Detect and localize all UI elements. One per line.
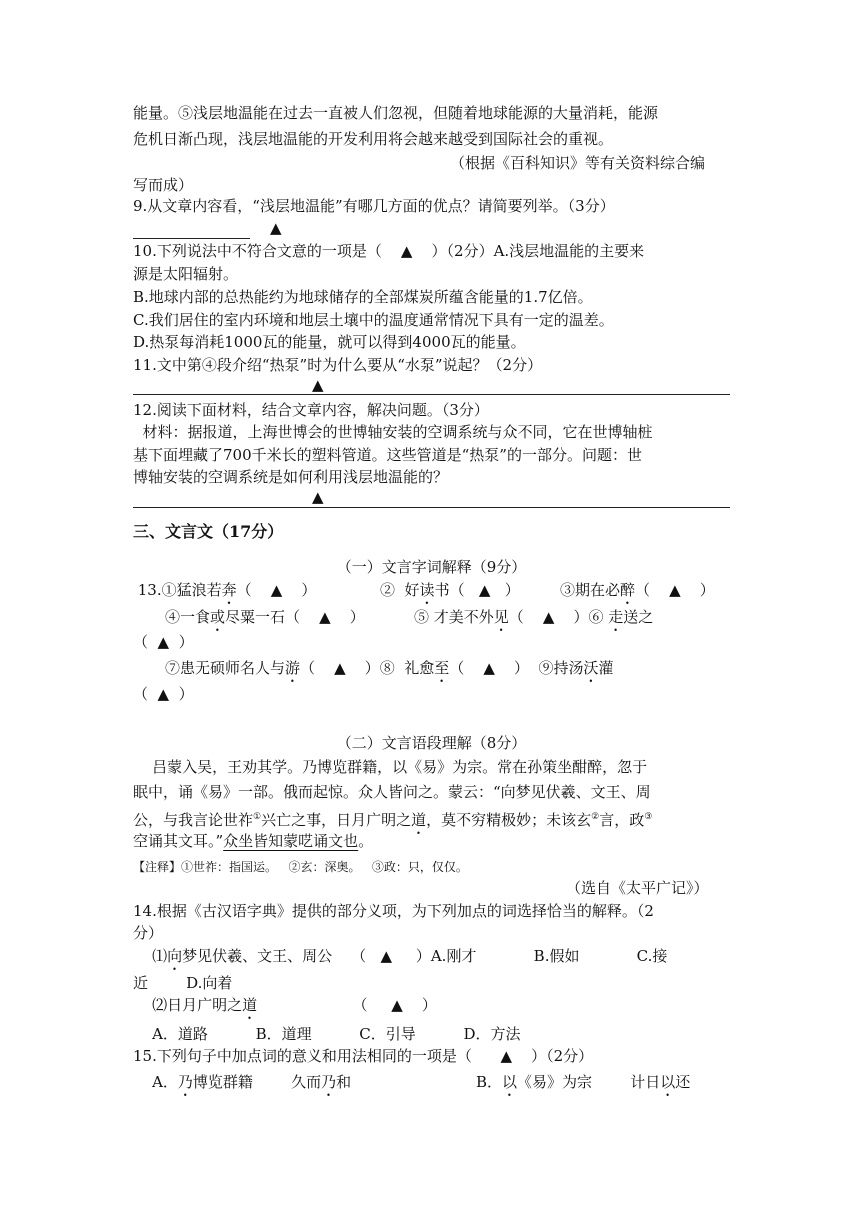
question-15: 15.下列句子中加点词的意义和用法相同的一项是（ ▲ ）（2分） <box>133 1047 594 1065</box>
option-10-c: C.我们居住的室内环境和地层土壤中的温度通常情况下具有一定的温差。 <box>133 311 614 329</box>
q13-row-3: （ ▲ ） <box>133 633 194 651</box>
passage-line-1: 能量。⑤浅层地温能在过去一直被人们忽视，但随着地球能源的大量消耗，能源 <box>133 104 659 122</box>
q14-sub-2-options: A．道路 B．道理 C．引导 D．方法 <box>133 1025 521 1043</box>
answer-mark-9: ▲ <box>270 219 282 237</box>
material-line-2: 基下面埋藏了700千米长的塑料管道。这些管道是“热泵”的一部分。问题：世 <box>133 446 642 464</box>
source-note-cont: 写而成） <box>133 176 194 194</box>
answer-line-11 <box>133 394 730 395</box>
passage-p4: 空诵其文耳。”众坐皆知蒙呓诵文也。 <box>133 832 374 850</box>
material-line-3: 博轴安装的空调系统是如何利用浅层地温能的？ <box>133 468 449 486</box>
q13-item-3: ③期在必醉（ ▲ ） <box>560 581 715 599</box>
q13-row-2: ④一食或尽粟一石（ ▲ ） <box>165 608 365 626</box>
question-12: 12.阅读下面材料，结合文章内容，解决问题。（3分） <box>133 401 489 419</box>
passage-p2: 眠中，诵《易》一部。俄而起惊。众人皆问之。蒙云：“向梦见伏羲、文王、周 <box>133 783 651 801</box>
passage-p1: 吕蒙入吴，王劝其学。乃博览群籍，以《易》为宗。常在孙策坐酣醉，忽于 <box>133 758 648 776</box>
answer-mark-12: ▲ <box>312 488 324 506</box>
q14-sub-1-cont: 近 D.向着 <box>133 974 233 992</box>
answer-mark-11: ▲ <box>312 376 324 394</box>
question-11: 11.文中第④段介绍“热泵”时为什么要从“水泵”说起？（2分） <box>133 356 543 374</box>
annotation: 【注释】①世祚：指国运。 ②玄：深奥。 ③政：只，仅仅。 <box>133 860 468 874</box>
option-10-b: B.地球内部的总热能约为地球储存的全部煤炭所蕴含能量的1.7亿倍。 <box>133 288 593 306</box>
q13-row-5: （ ▲ ） <box>133 685 194 703</box>
passage-line-2: 危机日渐凸现，浅层地温能的开发利用将会越来越受到国际社会的重视。 <box>133 130 614 148</box>
q13-row-4: ⑦患无硕师名人与游（ ▲ ）⑧ 礼愈至（ ▲ ） ⑨持汤沃灌 <box>165 659 614 677</box>
passage-p3: 公，与我言论世祚①兴亡之事，日月广明之道，莫不穷精极妙；未该玄②言，政③ <box>133 811 653 829</box>
answer-line-9 <box>133 238 250 239</box>
option-10-d: D.热泵每消耗1000瓦的能量，就可以得到4000瓦的能量。 <box>133 333 526 351</box>
q13-row-1: 13.①猛浪若奔（ ▲ ） <box>133 581 317 599</box>
q14-sub-2: ⑵日月广明之道 （ ▲ ） <box>133 996 437 1014</box>
part-1-title: （一）文言字词解释（9分） <box>336 558 527 576</box>
q15-option-b: B．以《易》为宗 计日以还 <box>476 1073 691 1091</box>
question-10: 10.下列说法中不符合文意的一项是（ ▲ ）（2分）A.浅层地温能的主要来 <box>133 242 645 260</box>
q14-sub-1: ⑴向梦见伏羲、文王、周公 （ ▲ ）A.刚才 B.假如 C.接 <box>133 947 668 965</box>
q13-item-5: ⑤ 才美不外见（ ▲ ）⑥ 走送之 <box>414 608 654 626</box>
material-line-1: 材料：据报道，上海世博会的世博轴安装的空调系统与众不同，它在世博轴桩 <box>133 423 653 441</box>
q13-item-2: ② 好读书（ ▲ ） <box>380 581 520 599</box>
question-9: 9.从文章内容看，“浅层地温能”有哪几方面的优点？请简要列举。（3分） <box>133 197 615 215</box>
section-3-title: 三、文言文（17分） <box>133 522 284 541</box>
question-14: 14.根据《古汉语字典》提供的部分义项，为下列加点的词选择恰当的解释。（2 <box>133 902 654 920</box>
question-10-cont: 源是太阳辐射。 <box>133 265 239 283</box>
question-14-cont: 分） <box>133 924 164 942</box>
source-note: （根据《百科知识》等有关资料综合编 <box>450 154 706 172</box>
q15-option-a: A．乃博览群籍 久而乃和 <box>133 1073 352 1091</box>
part-2-title: （二）文言语段理解（8分） <box>336 734 527 752</box>
answer-line-12 <box>133 507 730 508</box>
passage-source: （选自《太平广记》） <box>566 879 709 897</box>
